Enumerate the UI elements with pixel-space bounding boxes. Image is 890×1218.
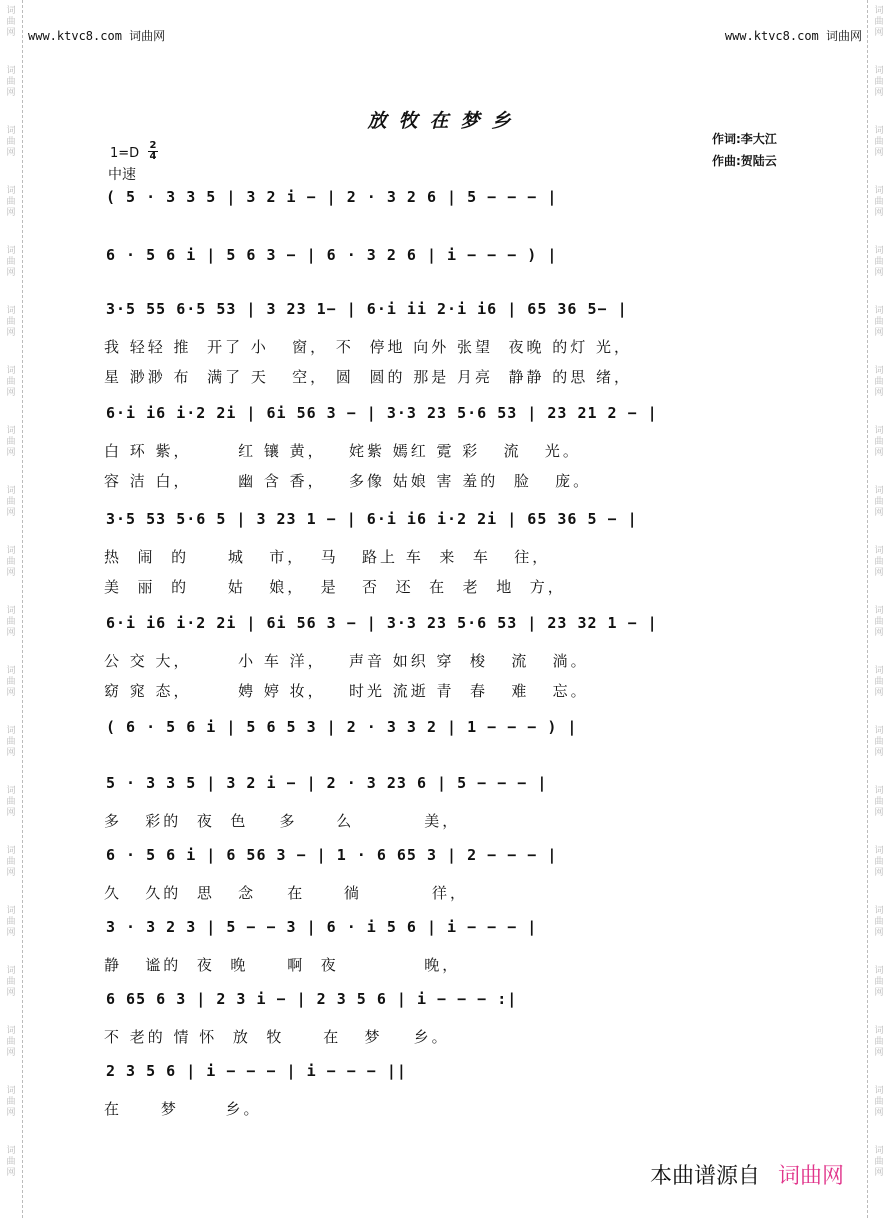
watermark-char: 曲: [6, 977, 16, 987]
watermark-group: [0, 66, 22, 99]
lyric-line: 窈 窕 态， 娉 婷 妆， 时光 流逝 青 春 难 忘。: [104, 682, 589, 700]
watermark-char: 网: [6, 208, 16, 218]
watermark-char: 曲: [874, 137, 884, 147]
watermark-char: 曲: [6, 437, 16, 447]
watermark-char: 词: [6, 666, 16, 676]
time-signature-top: 2: [149, 140, 157, 151]
watermark-char: 曲: [874, 257, 884, 267]
watermark-char: 词: [6, 846, 16, 856]
time-signature: [148, 141, 158, 162]
watermark-char: 网: [6, 448, 16, 458]
watermark-group: [868, 426, 890, 459]
watermark-char: 词: [6, 186, 16, 196]
song-title: 放牧在梦乡: [367, 110, 523, 132]
footer-prefix: 本曲谱源自: [649, 1164, 760, 1189]
watermark-char: 曲: [874, 437, 884, 447]
watermark-char: 网: [874, 1168, 884, 1178]
watermark-char: 网: [874, 688, 884, 698]
watermark-char: 曲: [874, 377, 884, 387]
watermark-group: [868, 186, 890, 219]
watermark-char: 网: [874, 1108, 884, 1118]
watermark-char: 曲: [874, 1157, 884, 1167]
watermark-group: [868, 66, 890, 99]
watermark-char: 曲: [6, 17, 16, 27]
watermark-group: [868, 306, 890, 339]
watermark-group: [868, 6, 890, 39]
watermark-char: 曲: [6, 497, 16, 507]
watermark-char: 网: [6, 148, 16, 158]
watermark-char: 曲: [6, 137, 16, 147]
watermark-char: 网: [6, 328, 16, 338]
watermark-group: [0, 246, 22, 279]
lyric-line: 白 环 紫， 红 镶 黄， 姹紫 嫣红 霓 彩 流 光。: [104, 442, 581, 460]
watermark-char: 网: [874, 748, 884, 758]
watermark-char: 曲: [6, 317, 16, 327]
watermark-char: 网: [6, 928, 16, 938]
key-signature: 1=D: [110, 146, 140, 161]
watermark-char: 词: [874, 906, 884, 916]
watermark-char: 词: [6, 1086, 16, 1096]
watermark-group: [868, 606, 890, 639]
watermark-char: 词: [874, 306, 884, 316]
watermark-char: 词: [874, 1086, 884, 1096]
watermark-char: 曲: [874, 1037, 884, 1047]
lyric-line: 容 洁 白， 幽 含 香， 多像 姑娘 害 羞的 脸 庞。: [104, 472, 592, 490]
watermark-char: 词: [6, 906, 16, 916]
watermark-char: 词: [6, 726, 16, 736]
watermark-char: 曲: [874, 857, 884, 867]
watermark-group: [0, 666, 22, 699]
watermark-char: 曲: [6, 1037, 16, 1047]
watermark-char: 曲: [874, 797, 884, 807]
watermark-group: [868, 486, 890, 519]
watermark-char: 曲: [874, 557, 884, 567]
watermark-group: [0, 906, 22, 939]
watermark-char: 曲: [6, 737, 16, 747]
watermark-char: 网: [874, 508, 884, 518]
watermark-char: 网: [6, 268, 16, 278]
watermark-group: [868, 786, 890, 819]
lyric-line: 我 轻轻 推 开了 小 窗， 不 停地 向外 张望 夜晚 的灯 光，: [104, 338, 633, 356]
watermark-char: 网: [6, 388, 16, 398]
watermark-char: 网: [874, 328, 884, 338]
watermark-char: 网: [874, 448, 884, 458]
watermark-char: 网: [874, 1048, 884, 1058]
watermark-char: 曲: [6, 77, 16, 87]
watermark-char: 网: [6, 568, 16, 578]
watermark-char: 曲: [874, 77, 884, 87]
watermark-group: [0, 966, 22, 999]
watermark-char: 词: [6, 366, 16, 376]
watermark-group: [0, 846, 22, 879]
watermark-char: 曲: [874, 617, 884, 627]
watermark-char: 网: [6, 808, 16, 818]
watermark-column-left: [0, 0, 23, 1218]
notation-text: 6·i i6 i·2 2i | 6i 56 3 − | 3·3 23 5·6 53 | 23 21 2 − |: [106, 404, 658, 422]
watermark-group: [0, 1146, 22, 1179]
watermark-char: 词: [874, 786, 884, 796]
watermark-group: [0, 606, 22, 639]
watermark-char: 曲: [874, 1097, 884, 1107]
watermark-char: 词: [6, 306, 16, 316]
watermark-char: 曲: [6, 917, 16, 927]
watermark-char: 曲: [6, 377, 16, 387]
watermark-char: 网: [6, 508, 16, 518]
watermark-char: 词: [6, 546, 16, 556]
watermark-char: 网: [874, 628, 884, 638]
watermark-group: [0, 186, 22, 219]
watermark-group: [0, 726, 22, 759]
watermark-char: 词: [6, 1146, 16, 1156]
watermark-char: 网: [6, 28, 16, 38]
lyric-line: 久 久的 思 念 在 徜 徉，: [104, 884, 468, 902]
watermark-group: [0, 486, 22, 519]
lyric-line: 不 老的 情 怀 放 牧 在 梦 乡。: [104, 1028, 450, 1046]
tempo-marking: 中速: [108, 167, 136, 183]
watermark-char: 网: [6, 628, 16, 638]
notation-text: 5 · 3 3 5 | 3 2 i − | 2 · 3 23 6 | 5 − − − |: [106, 774, 548, 792]
watermark-char: 曲: [6, 257, 16, 267]
watermark-char: 词: [6, 246, 16, 256]
watermark-group: [868, 546, 890, 579]
watermark-char: 词: [874, 426, 884, 436]
notation-row: [102, 300, 792, 326]
notation-text: 3·5 55 6·5 53 | 3 23 1− | 6·i ii 2·i i6 | 65 36 5− |: [106, 300, 628, 318]
watermark-group: [868, 726, 890, 759]
watermark-char: 词: [6, 606, 16, 616]
watermark-char: 词: [874, 1146, 884, 1156]
watermark-char: 网: [874, 88, 884, 98]
watermark-char: 词: [874, 846, 884, 856]
watermark-group: [868, 246, 890, 279]
notation-row: [102, 510, 792, 536]
watermark-char: 词: [874, 606, 884, 616]
watermark-column-right: [867, 0, 890, 1218]
watermark-char: 词: [874, 1026, 884, 1036]
watermark-char: 曲: [6, 797, 16, 807]
watermark-group: [868, 666, 890, 699]
notation-row: [102, 404, 792, 430]
watermark-char: 曲: [6, 617, 16, 627]
notation-row: [102, 246, 792, 272]
notation-row: [102, 614, 792, 640]
watermark-char: 曲: [6, 1157, 16, 1167]
watermark-char: 词: [874, 186, 884, 196]
watermark-char: 词: [6, 426, 16, 436]
watermark-char: 网: [6, 1168, 16, 1178]
watermark-char: 曲: [6, 1097, 16, 1107]
notation-text: 6·i i6 i·2 2i | 6i 56 3 − | 3·3 23 5·6 53 | 23 32 1 − |: [106, 614, 658, 632]
watermark-char: 网: [6, 1048, 16, 1058]
lyric-line: 静 谧的 夜 晚 啊 夜 晚，: [104, 956, 461, 974]
notation-row: [102, 718, 792, 744]
lyric-line: 多 彩的 夜 色 多 么 美，: [104, 812, 461, 830]
watermark-char: 网: [6, 688, 16, 698]
watermark-char: 曲: [874, 197, 884, 207]
watermark-char: 网: [6, 868, 16, 878]
notation-text: 6 · 5 6 i | 5 6 3 − | 6 · 3 2 6 | i − − − ) |: [106, 246, 558, 264]
watermark-char: 词: [6, 786, 16, 796]
watermark-char: 网: [874, 148, 884, 158]
watermark-char: 词: [6, 486, 16, 496]
watermark-char: 网: [874, 928, 884, 938]
notation-row: [102, 990, 792, 1016]
watermark-char: 网: [874, 808, 884, 818]
notation-text: 3·5 53 5·6 5 | 3 23 1 − | 6·i i6 i·2 2i | 65 36 5 − |: [106, 510, 638, 528]
watermark-group: [0, 366, 22, 399]
watermark-char: 词: [874, 966, 884, 976]
watermark-char: 词: [6, 1026, 16, 1036]
watermark-group: [0, 1086, 22, 1119]
notation-text: 3 · 3 2 3 | 5 − − 3 | 6 · i 5 6 | i − − − |: [106, 918, 538, 936]
watermark-char: 词: [874, 6, 884, 16]
watermark-char: 曲: [6, 857, 16, 867]
watermark-char: 词: [6, 66, 16, 76]
watermark-char: 词: [6, 6, 16, 16]
watermark-group: [0, 6, 22, 39]
source-footer: [650, 1159, 844, 1190]
notation-row: [102, 846, 792, 872]
watermark-char: 曲: [6, 557, 16, 567]
watermark-char: 曲: [874, 497, 884, 507]
watermark-char: 词: [874, 126, 884, 136]
lyricist-credit: 作词:李大江: [712, 132, 777, 146]
time-signature-bottom: 4: [149, 151, 157, 162]
notation-text: 2 3 5 6 | i − − − | i − − − ||: [106, 1062, 407, 1080]
notation-text: 6 · 5 6 i | 6 56 3 − | 1 · 6 65 3 | 2 − − − |: [106, 846, 558, 864]
notation-text: 6 65 6 3 | 2 3 i − | 2 3 5 6 | i − − − :|: [106, 990, 518, 1008]
watermark-char: 词: [874, 66, 884, 76]
watermark-char: 曲: [874, 677, 884, 687]
watermark-char: 词: [874, 486, 884, 496]
watermark-group: [0, 306, 22, 339]
watermark-char: 曲: [874, 17, 884, 27]
watermark-group: [868, 366, 890, 399]
watermark-char: 曲: [874, 977, 884, 987]
lyric-line: 美 丽 的 姑 娘， 是 否 还 在 老 地 方，: [104, 578, 566, 596]
notation-text: ( 6 · 5 6 i | 5 6 5 3 | 2 · 3 3 2 | 1 − − − ) |: [106, 718, 578, 736]
notation-row: [102, 774, 792, 800]
lyric-line: 公 交 大， 小 车 洋， 声音 如织 穿 梭 流 淌。: [104, 652, 589, 670]
watermark-char: 网: [6, 88, 16, 98]
watermark-char: 曲: [874, 737, 884, 747]
watermark-char: 网: [874, 988, 884, 998]
watermark-char: 词: [874, 726, 884, 736]
site-url-left[interactable]: www.ktvc8.com 词曲网: [28, 29, 166, 43]
watermark-char: 词: [874, 666, 884, 676]
watermark-group: [0, 546, 22, 579]
notation-row: [102, 1062, 792, 1088]
notation-text: ( 5 · 3 3 5 | 3 2 i − | 2 · 3 2 6 | 5 − − − |: [106, 188, 558, 206]
watermark-group: [0, 1026, 22, 1059]
watermark-char: 网: [6, 988, 16, 998]
watermark-char: 网: [874, 868, 884, 878]
watermark-group: [868, 1086, 890, 1119]
watermark-char: 词: [6, 126, 16, 136]
watermark-char: 曲: [874, 317, 884, 327]
watermark-group: [868, 1146, 890, 1179]
watermark-char: 曲: [6, 677, 16, 687]
watermark-group: [868, 1026, 890, 1059]
composer-credit: 作曲:贺陆云: [712, 154, 777, 168]
watermark-group: [868, 906, 890, 939]
watermark-char: 网: [874, 28, 884, 38]
notation-row: [102, 918, 792, 944]
watermark-char: 网: [6, 748, 16, 758]
watermark-char: 词: [6, 966, 16, 976]
watermark-char: 曲: [874, 917, 884, 927]
watermark-char: 网: [874, 568, 884, 578]
notation-row: [102, 188, 792, 214]
site-url-right[interactable]: www.ktvc8.com 词曲网: [724, 29, 862, 43]
watermark-group: [868, 966, 890, 999]
watermark-group: [868, 846, 890, 879]
watermark-group: [0, 786, 22, 819]
footer-brand-link[interactable]: 词曲网: [777, 1164, 844, 1189]
lyric-line: 在 梦 乡。: [104, 1100, 262, 1118]
watermark-group: [0, 426, 22, 459]
watermark-char: 词: [874, 366, 884, 376]
watermark-char: 网: [874, 268, 884, 278]
lyric-line: 热 闹 的 城 市， 马 路上 车 来 车 往，: [104, 548, 551, 566]
watermark-char: 网: [874, 208, 884, 218]
watermark-char: 网: [874, 388, 884, 398]
watermark-char: 词: [874, 546, 884, 556]
watermark-char: 词: [874, 246, 884, 256]
watermark-char: 网: [6, 1108, 16, 1118]
watermark-char: 曲: [6, 197, 16, 207]
lyric-line: 星 渺渺 布 满了 天 空， 圆 圆的 那是 月亮 静静 的思 绪，: [104, 368, 633, 386]
